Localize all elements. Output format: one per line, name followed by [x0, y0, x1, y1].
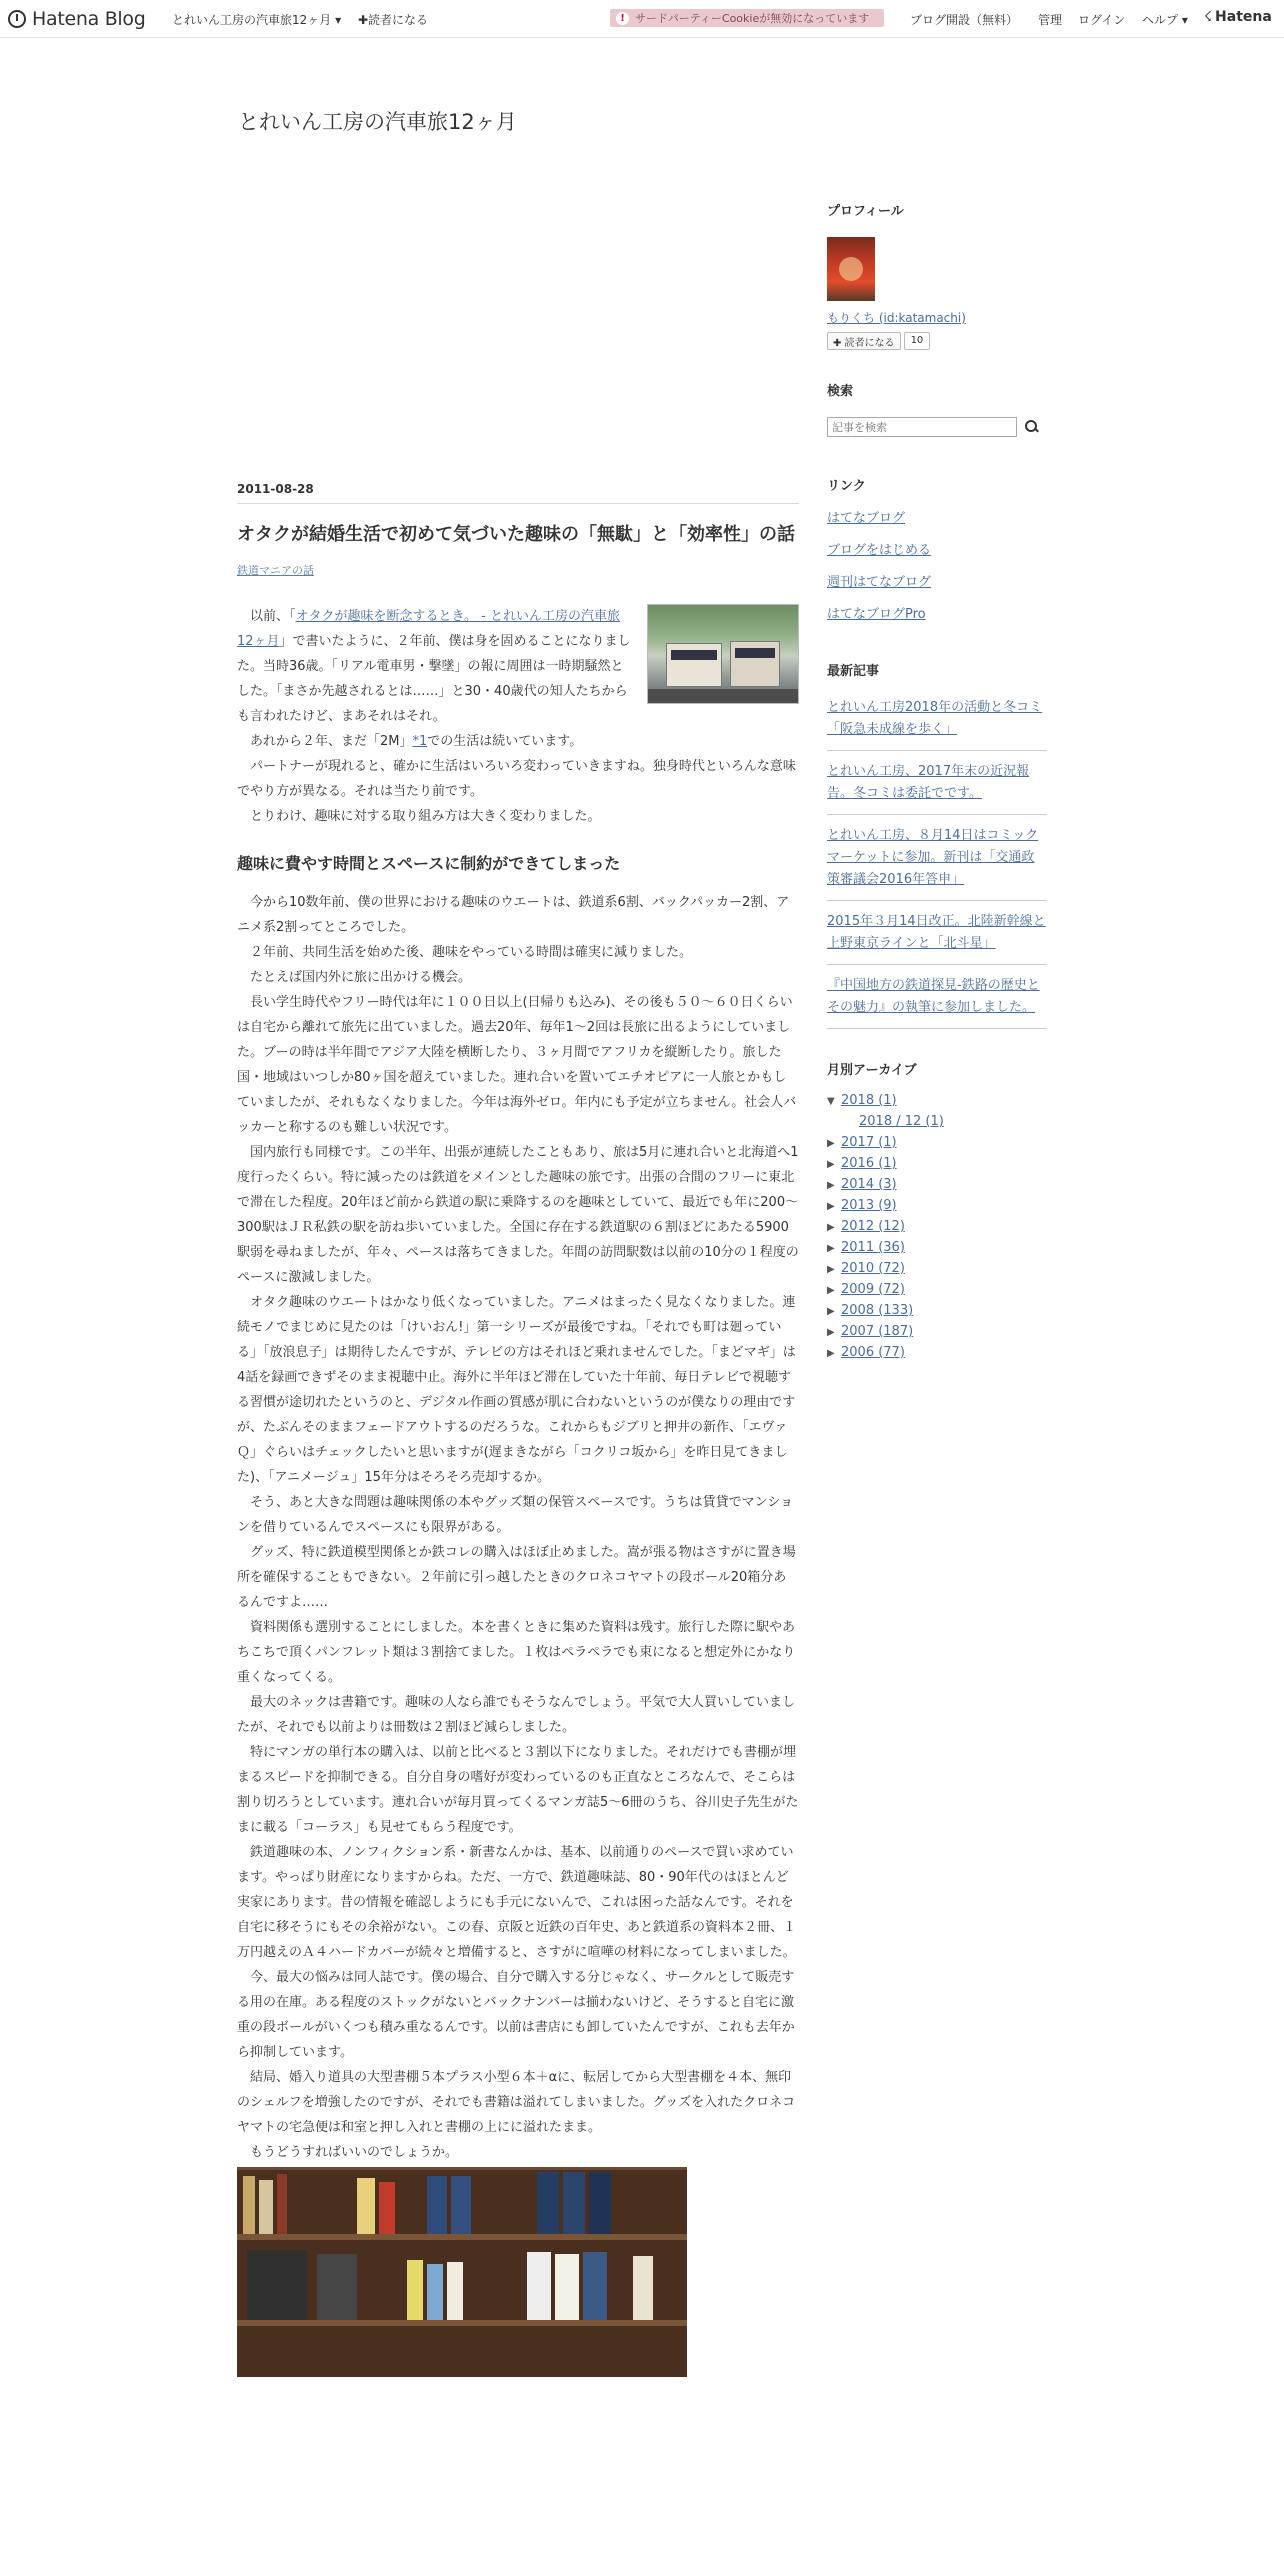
shelf-board: [237, 2320, 687, 2326]
book: [259, 2180, 273, 2234]
recent-article-link[interactable]: とれいん工房、８月14日はコミックマーケットに参加。新刊は「交通政策審議会2016年答申」: [827, 828, 1039, 887]
list-item: [827, 901, 1047, 965]
text: 以前、「: [250, 609, 296, 624]
file-box: [317, 2254, 357, 2320]
help-menu[interactable]: ヘルプ ▾: [1142, 13, 1188, 27]
link-start-blog[interactable]: ブログをはじめる: [827, 543, 932, 558]
archive-item: [827, 1090, 1047, 1111]
expand-arrow-icon[interactable]: ▶: [827, 1306, 835, 1317]
expand-arrow-icon[interactable]: ▶: [827, 1180, 835, 1191]
global-header: [0, 0, 1284, 38]
archive-link[interactable]: 2007 (187): [841, 1324, 914, 1339]
section-heading: 趣味に費やす時間とスペースに制約ができてしまった: [237, 854, 621, 873]
recent-article-link[interactable]: とれいん工房2018年の活動と冬コミ「阪急未成線を歩く」: [827, 700, 1043, 737]
search-heading: 検索: [827, 384, 854, 399]
paragraph: 資料関係も選別することにしました。本を書くときに集めた資料は残す。旅行した際に駅やあちこちで頂くパンフレット類は３割捨てました。１枚はペラペラでも束になると想定外にかなり重くなってくる。: [237, 1620, 796, 1685]
expand-arrow-icon[interactable]: ▶: [827, 1159, 835, 1170]
category-link[interactable]: 鉄道マニアの話: [237, 564, 314, 577]
links-heading: リンク: [827, 479, 866, 494]
subscribe-link[interactable]: ✚読者になる: [358, 13, 429, 27]
archive-link[interactable]: 2013 (9): [841, 1198, 897, 1213]
link-list: [827, 507, 1047, 622]
expand-arrow-icon[interactable]: ▶: [827, 1243, 835, 1254]
archive-item: [827, 1300, 1047, 1321]
paragraph: とりわけ、趣味に対する取り組み方は大きく変わりました。: [250, 809, 601, 824]
expand-arrow-icon[interactable]: ▶: [827, 1138, 835, 1149]
archive-link[interactable]: 2008 (133): [841, 1303, 914, 1318]
subscribe-button[interactable]: ✚ 読者になる: [827, 332, 901, 350]
archive-item: [827, 1174, 1047, 1195]
text: あれから２年、まだ「2M」: [250, 734, 413, 749]
archive-item: [827, 1279, 1047, 1300]
paragraph: 今、最大の悩みは同人誌です。僕の場合、自分で購入する分じゃなく、サークルとして販売する用の在庫。ある程度のストックがないとバックナンバーは揃わないけど、そうすると自宅に激重の段ボールがいくつも積み重なるんです。以前は書店にも卸していたんですが、これも去年から抑制しています。: [237, 1970, 795, 2060]
archive-item: [827, 1258, 1047, 1279]
hatena-blog-logo[interactable]: [8, 7, 146, 31]
archive-item: [827, 1237, 1047, 1258]
expand-arrow-icon[interactable]: ▶: [827, 1348, 835, 1359]
archive-item: [827, 1216, 1047, 1237]
expand-arrow-icon[interactable]: ▶: [827, 1222, 835, 1233]
book: [407, 2260, 423, 2320]
search-icon[interactable]: [1023, 418, 1041, 436]
link-hatena-blog[interactable]: はてなブログ: [827, 511, 906, 526]
paragraph: [237, 729, 799, 754]
entry-body: [237, 604, 799, 2377]
shelf-board: [237, 2234, 687, 2240]
paragraph: もうどうすればいいのでしょうか。: [250, 2145, 459, 2160]
book: [555, 2254, 579, 2320]
expand-arrow-icon[interactable]: ▼: [827, 1096, 835, 1107]
paragraph: パートナーが現れると、確かに生活はいろいろ変わっていきますね。独身時代といろんな意味でやり方が異なる。それは当たり前です。: [237, 759, 796, 799]
recent-article-link[interactable]: 2015年３月14日改正。北陸新幹線と上野東京ラインと「北斗星」: [827, 914, 1046, 951]
list-item: [827, 751, 1047, 815]
train-car-2: [730, 641, 780, 687]
list-item: [827, 965, 1047, 1029]
paragraph: 鉄道趣味の本、ノンフィクション系・新書なんかは、基本、以前通りのペースで買い求めています。やっぱり財産になりますからね。ただ、一方で、鉄道趣味誌、80・90年代のはほとんど実家にあります。昔の情報を確認しようにも手元にないんで、これは困った話なんです。それを自宅に移そうにもその余裕がない。この春、京阪と近鉄の百年史、あと鉄道系の資料本２冊、１万円越えのＡ４ハードカバーが続々と増備すると、さすがに喧嘩の材料になってしまいました。: [237, 1845, 797, 1960]
archive-link[interactable]: 2010 (72): [841, 1261, 905, 1276]
archive-link[interactable]: 2011 (36): [841, 1240, 905, 1255]
book: [589, 2172, 611, 2234]
book: [447, 2262, 463, 2320]
book: [427, 2176, 447, 2234]
cookie-notice[interactable]: [610, 9, 884, 27]
cookie-notice-text: サードパーティーCookieが無効になっています: [635, 12, 870, 25]
archive-link[interactable]: 2017 (1): [841, 1135, 897, 1150]
book: [583, 2252, 607, 2320]
archive-link[interactable]: 2018 / 12 (1): [859, 1114, 944, 1129]
entry-title[interactable]: オタクが結婚生活で初めて気づいた趣味の「無駄」と「効率性」の話: [237, 524, 795, 545]
recent-list: [827, 687, 1047, 1029]
recent-article-link[interactable]: とれいん工房、2017年末の近況報告。冬コミは委託でです。: [827, 764, 1030, 801]
blog-title[interactable]: とれいん工房の汽車旅12ヶ月: [238, 110, 517, 134]
recent-article-link[interactable]: 『中国地方の鉄道探見-鉄路の歴史とその魅力』の執筆に参加しました。: [827, 978, 1040, 1015]
archive-link[interactable]: 2014 (3): [841, 1177, 897, 1192]
start-blog-link[interactable]: ブログ開設（無料）: [910, 13, 1019, 27]
paragraph: 国内旅行も同様です。この半年、出張が連続したこともあり、旅は5月に連れ合いと北海道へ1度行ったくらい。特に減ったのは鉄道をメインとした趣味の旅です。出張の合間のフリーに東北で滞在した程度。20年ほど前から鉄道の駅に乗降するのを趣味としていて、最近でも年に200〜300駅はＪＲ私鉄の駅を訪ね歩いていました。全国に存在する鉄道駅の６割ほどにあたる5900駅弱を尋ねましたが、年々、ペースは落ちてきました。年間の訪問駅数は以前の10分の１程度のペースに激減しました。: [237, 1145, 799, 1285]
admin-link[interactable]: 管理: [1038, 13, 1063, 27]
hatena-icon: ☇: [1204, 9, 1213, 25]
paragraph: 長い学生時代やフリー時代は年に１００日以上(日帰りも込み)、その後も５０〜６０日くらいは自宅から離れて旅先に出ていました。過去20年、毎年1〜2回は長旅に出るようにしていました。ブーの時は半年間でアジア大陸を横断したり、３ヶ月間でアフリカを縦断したり。旅した国・地域はいつしか80ヶ国を超えていました。連れ合いを置いてエチオピアに一人旅とかもしていましたが、それもなくなりました。今年は海外ゼロ。年内にも予定が立ちません。社会人バッカーと称するのも難しい状況です。: [237, 995, 797, 1135]
profile-avatar[interactable]: [827, 237, 875, 301]
bookshelf-photo[interactable]: [237, 2167, 687, 2377]
archive-heading: 月別アーカイブ: [827, 1063, 917, 1078]
archive-link[interactable]: 2018 (1): [841, 1093, 897, 1108]
expand-arrow-icon[interactable]: ▶: [827, 1327, 835, 1338]
archive-item: [827, 1321, 1047, 1342]
expand-arrow-icon[interactable]: ▶: [827, 1285, 835, 1296]
book: [633, 2256, 653, 2320]
login-link[interactable]: ログイン: [1078, 13, 1126, 27]
archive-list: [827, 1090, 1047, 1363]
archive-item: [827, 1342, 1047, 1363]
paragraph: たとえば国内外に旅に出かける機会。: [250, 970, 472, 985]
archive-item: [827, 1111, 1047, 1132]
hatena-link[interactable]: [1204, 9, 1272, 25]
link-weekly-hatena[interactable]: 週刊はてなブログ: [827, 575, 932, 590]
expand-arrow-icon[interactable]: ▶: [827, 1201, 835, 1212]
paragraph: オタク趣味のウエートはかなり低くなっていました。アニメはまったく見なくなりました。連続モノでまじめに見たのは「けいおん!」第一シリーズが最後ですね。「それでも町は廻っている」「放浪息子」は期待したんですが、テレビの方はそれほど乗れませんでした。「まどマギ」は4話を録画できずそのまま視聴中止。海外に半年ほど滞在していた十年前、毎日テレビで視聴する習慣が途切れたというのと、デジタル作画の質感が肌に合わないというのが僕なりの理由ですが、たぶんそのままフェードアウトするのだろうな。これからもジブリと押井の新作、「エヴァＱ」ぐらいはチェックしたいと思いますが(遅まきながら「コクリコ坂から」を昨日見てきました)、「アニメージュ」15年分はそろそろ売却するか。: [237, 1295, 796, 1485]
train-photo[interactable]: [647, 604, 799, 704]
train-car-1: [666, 643, 722, 687]
link-hatena-pro[interactable]: はてなブログPro: [827, 607, 926, 622]
text: 」で書いたように、２年前、僕は身を固めることになりました。当時36歳。「リアル電車男・撃墜」の報に周囲は一時期騒然とした。「まさか先越されるとは……」と30・40歳代の知人たちからも言われたけど、まあそれはそれ。: [237, 634, 631, 724]
paragraph: 結局、婚入り道具の大型書棚５本プラス小型６本＋αに、転居してから大型書棚を４本、無印のシェルフを増強したのですが、それでも書籍は溢れてしまいました。グッズを入れたクロネコヤマトの宅急便は和室と押し入れと書棚の上にに溢れたまま。: [237, 2070, 796, 2135]
search-form: [827, 417, 1047, 437]
archive-link[interactable]: 2009 (72): [841, 1282, 905, 1297]
search-input[interactable]: [827, 417, 1017, 437]
book: [357, 2178, 375, 2234]
text: での生活は続いています。: [427, 734, 583, 749]
footnote-link[interactable]: *1: [412, 734, 428, 749]
list-item: [827, 687, 1047, 751]
book: [563, 2172, 585, 2234]
archive-link[interactable]: 2016 (1): [841, 1156, 897, 1171]
info-icon: !: [616, 12, 629, 25]
subscriber-count[interactable]: 10: [904, 332, 931, 350]
archive-item: [827, 1132, 1047, 1153]
article: [237, 482, 799, 2377]
paragraph: そう、あと大きな問題は趣味関係の本やグッズ類の保管スペースです。うちは賃貸でマンションを借りているんでスペースにも限界がある。: [237, 1495, 794, 1535]
book: [427, 2264, 443, 2320]
recent-heading: 最新記事: [827, 664, 880, 679]
expand-arrow-icon[interactable]: ▶: [827, 1264, 835, 1275]
book: [537, 2172, 559, 2234]
hatena-text: Hatena: [1215, 9, 1272, 25]
list-item: [827, 815, 1047, 901]
hatena-logo-icon: [8, 10, 26, 28]
sidebar: [827, 200, 1047, 1363]
book: [451, 2176, 471, 2234]
logo-text: Hatena Blog: [32, 8, 146, 30]
book: [243, 2176, 255, 2234]
paragraph: グッズ、特に鉄道模型関係とか鉄コレの購入はほぼ止めました。嵩が張る物はさすがに置き場所を確保することもできない。２年前に引っ越したときのクロネコヤマトの段ボール20箱分あるんですよ……: [237, 1545, 796, 1610]
platform: [648, 689, 798, 703]
paragraph: 特にマンガの単行本の購入は、以前と比べると３割以下になりました。それだけでも書棚が埋まるスピードを抑制できる。自分自身の嗜好が変わっているのも正直なところなんで、そこらは割り切ろうとしています。連れ合いが毎月買ってくるマンガ誌5〜6冊のうち、谷川史子先生がたまに載る「コーラス」も見せてもらう程度です。: [237, 1745, 799, 1835]
paragraph: 今から10数年前、僕の世界における趣味のウエートは、鉄道系6割、バックパッカー2割、アニメ系2割ってところでした。: [237, 895, 790, 935]
paragraph: 最大のネックは書籍です。趣味の人なら誰でもそうなんでしょう。平気で大人買いしていましたが、それでも以前よりは冊数は２割ほど減らしました。: [237, 1695, 795, 1735]
entry-date[interactable]: 2011-08-28: [237, 482, 799, 504]
archive-link[interactable]: 2006 (77): [841, 1345, 905, 1360]
file-box: [247, 2250, 307, 2320]
profile-name-link[interactable]: もりくち (id:katamachi): [827, 311, 966, 325]
book: [527, 2252, 551, 2320]
archive-item: [827, 1153, 1047, 1174]
archive-link[interactable]: 2012 (12): [841, 1219, 905, 1234]
previous-article-link[interactable]: オタクが趣味を断念するとき。 - とれいん工房の汽車旅12ヶ月: [237, 609, 620, 649]
archive-item: [827, 1195, 1047, 1216]
book: [277, 2174, 287, 2234]
book: [379, 2182, 395, 2234]
paragraph: ２年前、共同生活を始めた後、趣味をやっている時間は確実に減りました。: [250, 945, 693, 960]
profile-heading: プロフィール: [827, 204, 904, 219]
blog-menu[interactable]: とれいん工房の汽車旅12ヶ月 ▾: [172, 13, 342, 27]
